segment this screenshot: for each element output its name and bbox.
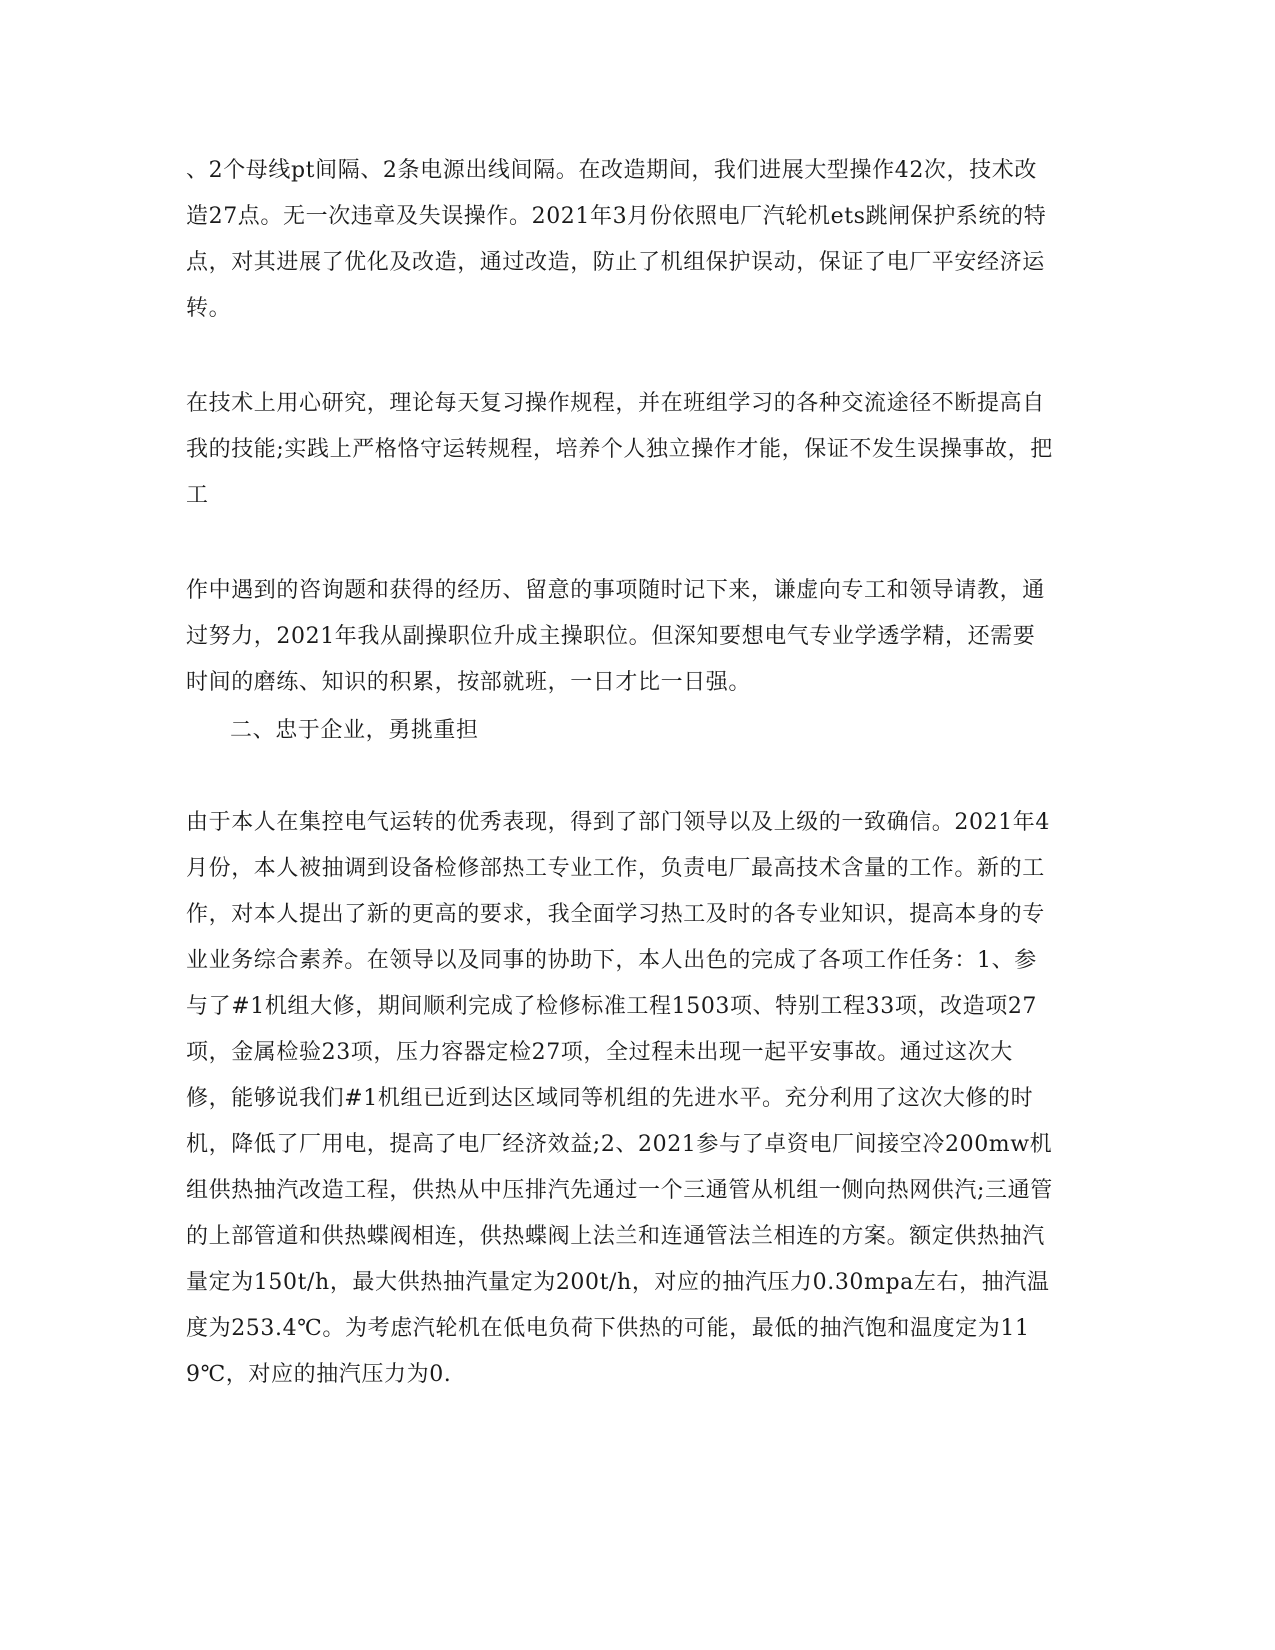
paragraph-work-notes: 作中遇到的咨询题和获得的经历、留意的事项随时记下来，谦虚向专工和领导请教，通过努力，2021年我从副操职位升成主操职位。但深知要想电气专业学透学精，还需要时间的磨练、知识的积累，按部就班，一日才比一日强。 bbox=[186, 578, 1045, 695]
section-heading: 二、忠于企业，勇挑重担 bbox=[230, 718, 479, 743]
paragraph-maintenance-work: 由于本人在集控电气运转的优秀表现，得到了部门领导以及上级的一致确信。2021年4月份，本人被抽调到设备检修部热工专业工作，负责电厂最高技术含量的工作。新的工作，对本人提出了新的更高的要求，我全面学习热工及时的各专业知识，提高本身的专业业务综合素养。在领导以及同事的协助下，本人出色的完成了各项工作任务：1、参与了#1机组大修，期间顺利完成了检修标准工程1503项、特别工程33项，改造项27项，金属检验23项，压力容器定检27项，全过程未出现一起平安事故。通过这次大修，能够说我们#1机组已近到达区域同等机组的先进水平。充分利用了这次大修的时机，降低了厂用电，提高了电厂经济效益;2、2021参与了卓资电厂间接空冷200mw机组供热抽汽改造工程，供热从中压排汽先通过一个三通管从机组一侧向热网供汽;三通管的上部管道和供热蝶阀相连，供热蝶阀上法兰和连通管法兰相连的方案。额定供热抽汽量定为150t/h，最大供热抽汽量定为200t/h，对应的抽汽压力0.30mpa左右，抽汽温度为253.4℃。为考虑汽轮机在低电负荷下供热的可能，最低的抽汽饱和温度定为119℃，对应的抽汽压力为0. bbox=[186, 810, 1053, 1387]
paragraph-renovation: 、2个母线pt间隔、2条电源出线间隔。在改造期间，我们进展大型操作42次，技术改造27点。无一次违章及失误操作。2021年3月份依照电厂汽轮机ets跳闸保护系统的特点，对其进展了优化及改造，通过改造，防止了机组保护误动，保证了电厂平安经济运转。 bbox=[186, 158, 1047, 321]
paragraph-technical-study: 在技术上用心研究，理论每天复习操作规程，并在班组学习的各种交流途径不断提高自我的技能;实践上严格恪守运转规程，培养个人独立操作才能，保证不发生误操事故，把工 bbox=[186, 391, 1053, 508]
